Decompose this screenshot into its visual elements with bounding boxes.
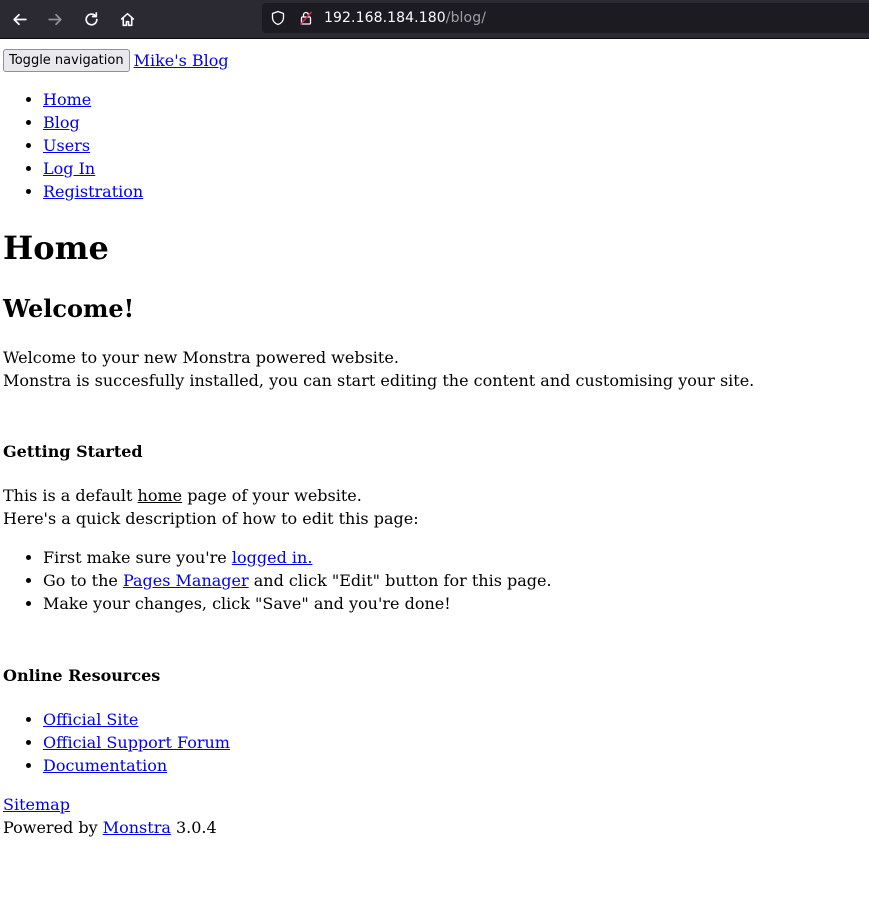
welcome-line-1: Welcome to your new Monstra powered website. <box>3 348 399 367</box>
home-word: home <box>137 486 183 505</box>
nav-item-login <box>43 157 866 180</box>
resource-item <box>43 754 866 777</box>
step-item-2 <box>43 569 866 592</box>
monstra-link[interactable]: Monstra <box>102 818 171 837</box>
official-site-link[interactable]: Official Site <box>43 710 139 729</box>
reload-button[interactable] <box>73 1 109 37</box>
step-2-pre: Go to the <box>43 571 123 590</box>
online-resources-heading: Online Resources <box>3 666 161 685</box>
nav-item-users <box>43 134 866 157</box>
nav-link-users[interactable]: Users <box>43 136 91 155</box>
toggle-navigation-button[interactable]: Toggle navigation <box>3 49 130 72</box>
home-icon <box>119 11 136 28</box>
nav-link-blog[interactable]: Blog <box>43 113 80 132</box>
nav-link-home[interactable]: Home <box>43 90 92 109</box>
url-host: 192.168.184.180 <box>324 9 446 26</box>
intro-line-1-pre: This is a default <box>3 486 138 505</box>
page-content <box>0 49 869 839</box>
shield-icon[interactable] <box>270 10 286 26</box>
version-text: 3.0.4 <box>170 818 217 837</box>
brand-link[interactable]: Mike's Blog <box>133 51 229 70</box>
page-title: Home <box>3 229 109 267</box>
url-path: /blog/ <box>445 9 487 26</box>
forward-arrow-icon <box>47 11 64 28</box>
nav-link-login[interactable]: Log In <box>43 159 96 178</box>
back-arrow-icon <box>11 11 28 28</box>
site-header <box>3 49 866 72</box>
nav-link-registration[interactable]: Registration <box>43 182 144 201</box>
pages-manager-link[interactable]: Pages Manager <box>122 571 249 590</box>
home-button[interactable] <box>109 1 145 37</box>
lock-icon[interactable] <box>298 10 314 26</box>
welcome-text <box>3 346 866 392</box>
nav-item-blog <box>43 111 866 134</box>
step-item-1 <box>43 546 866 569</box>
documentation-link[interactable]: Documentation <box>43 756 168 775</box>
step-item-3: • Make your changes, click "Save" and you're done! <box>43 592 866 615</box>
browser-toolbar <box>0 0 869 39</box>
welcome-heading: Welcome! <box>3 294 135 323</box>
step-2-post: and click "Edit" button for this page. <box>248 571 552 590</box>
reload-icon <box>83 11 100 28</box>
address-bar[interactable] <box>262 3 869 33</box>
section-spacer <box>3 615 866 664</box>
welcome-line-2: Monstra is succesfully installed, you can start editing the content and customising your site. <box>3 371 755 390</box>
powered-by-line <box>3 816 866 839</box>
main-nav <box>3 88 866 203</box>
intro-line-1-post: page of your website. <box>182 486 362 505</box>
resource-item <box>43 708 866 731</box>
resource-item <box>43 731 866 754</box>
sitemap-link[interactable]: Sitemap <box>3 795 70 814</box>
nav-item-home <box>43 88 866 111</box>
intro-line-2: Here's a quick description of how to edit this page: <box>3 509 419 528</box>
resources-list <box>3 708 866 777</box>
url-text[interactable] <box>324 7 486 30</box>
getting-started-heading: Getting Started <box>3 442 143 461</box>
logged-in-link[interactable]: logged in. <box>231 548 313 567</box>
step-1-text: First make sure you're <box>43 548 232 567</box>
getting-started-intro <box>3 484 866 530</box>
edit-steps-list <box>3 546 866 615</box>
back-button[interactable] <box>1 1 37 37</box>
sitemap-line <box>3 793 866 816</box>
site-footer <box>3 793 866 839</box>
nav-item-registration <box>43 180 866 203</box>
section-spacer <box>3 392 866 440</box>
support-forum-link[interactable]: Official Support Forum <box>43 733 230 752</box>
intro-line-1 <box>3 484 866 507</box>
powered-by-text: Powered by <box>3 818 103 837</box>
forward-button[interactable] <box>37 1 73 37</box>
